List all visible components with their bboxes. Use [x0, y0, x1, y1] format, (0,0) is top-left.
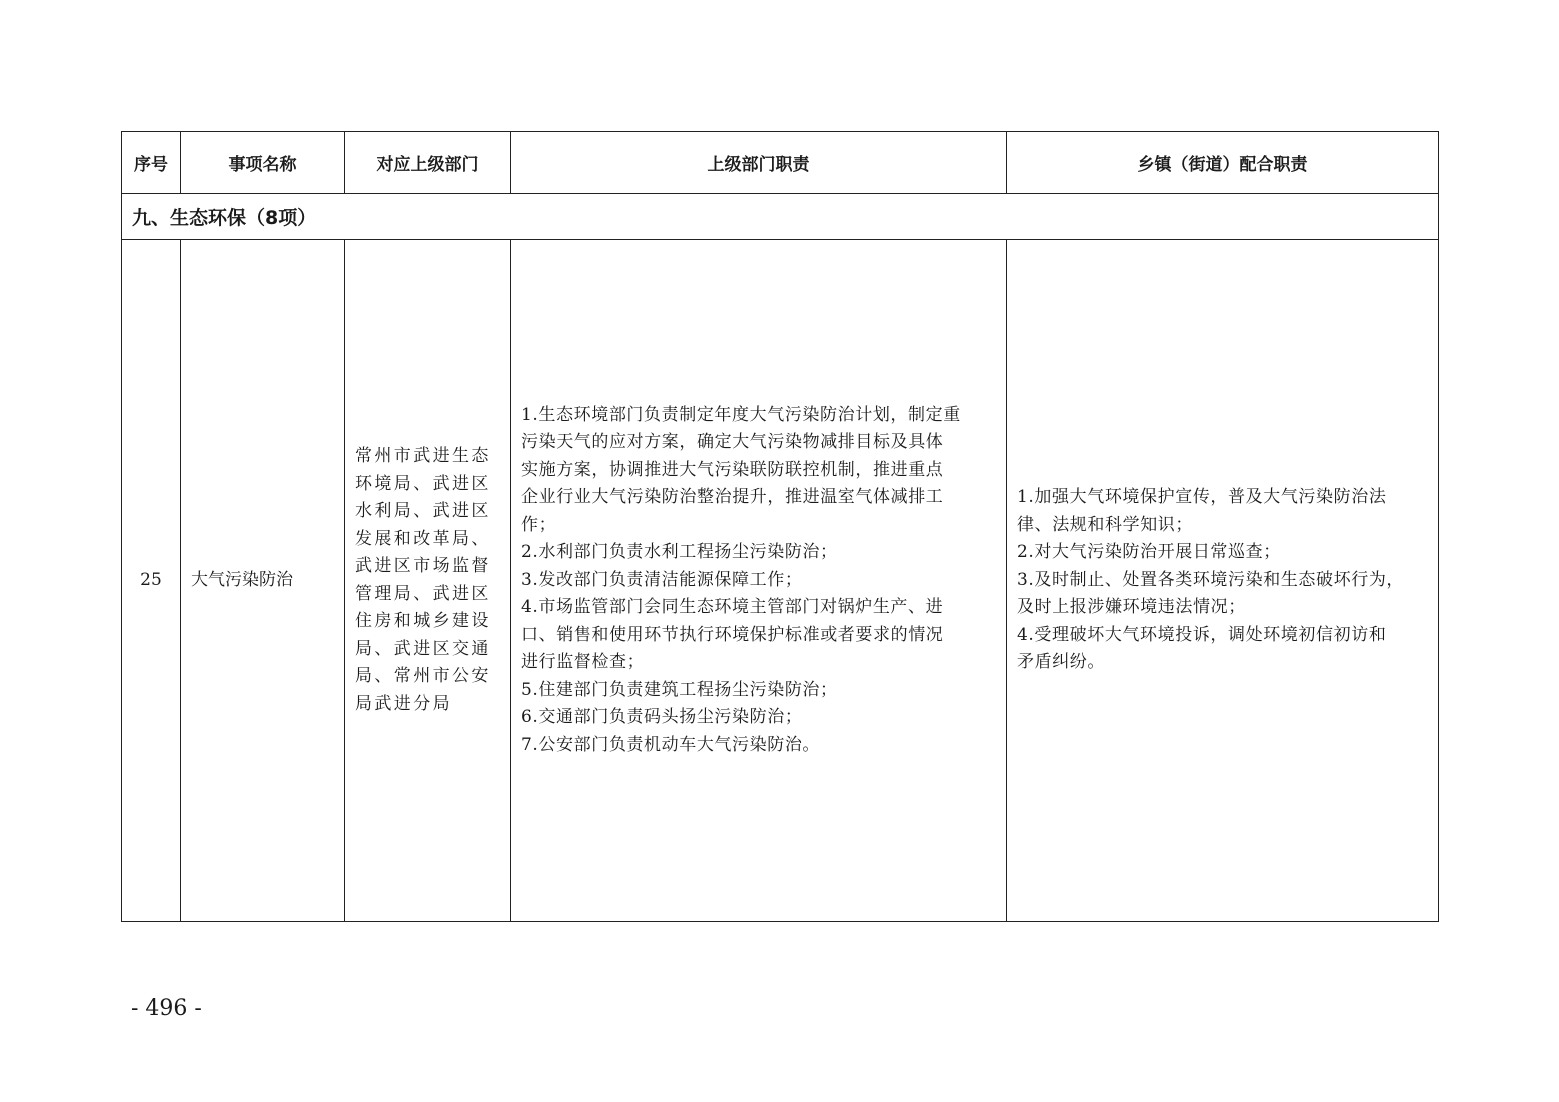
page-number: - 496 - — [131, 996, 202, 1021]
cooperation-line: 矛盾纠纷。 — [1017, 652, 1105, 673]
header-cooperation: 乡镇（街道）配合职责 — [1007, 132, 1439, 194]
responsibility-line: 1.生态环境部门负责制定年度大气污染防治计划，制定重 — [521, 404, 961, 425]
responsibility-line: 3.发改部门负责清洁能源保障工作； — [521, 569, 803, 590]
section-title: 九、生态环保（8项） — [122, 194, 1439, 240]
row-item-name: 大气污染防治 — [181, 240, 345, 922]
responsibility-line: 2.水利部门负责水利工程扬尘污染防治； — [521, 542, 838, 563]
responsibility-line: 5.住建部门负责建筑工程扬尘污染防治； — [521, 679, 838, 700]
cooperation-line: 3.及时制止、处置各类环境污染和生态破坏行为， — [1017, 569, 1405, 590]
responsibility-line: 进行监督检查； — [521, 652, 645, 673]
row-responsibility — [511, 240, 1007, 922]
cooperation-line: 及时上报涉嫌环境违法情况； — [1017, 597, 1246, 618]
header-row — [122, 132, 1439, 194]
header-department: 对应上级部门 — [345, 132, 511, 194]
cooperation-line: 4.受理破坏大气环境投诉，调处环境初信初访和 — [1017, 624, 1387, 645]
header-item-name: 事项名称 — [181, 132, 345, 194]
row-department: 常州市武进生态环境局、武进区水利局、武进区发展和改革局、武进区市场监督管理局、武进区住房和城乡建设局、武进区交通局、常州市公安局武进分局 — [345, 240, 511, 922]
responsibility-line: 7.公安部门负责机动车大气污染防治。 — [521, 734, 821, 755]
responsibility-line: 6.交通部门负责码头扬尘污染防治； — [521, 707, 803, 728]
cooperation-line: 律、法规和科学知识； — [1017, 514, 1193, 535]
table-row — [122, 240, 1439, 922]
cooperation-line: 1.加强大气环境保护宣传，普及大气污染防治法 — [1017, 487, 1387, 508]
responsibility-line: 实施方案，协调推进大气污染联防联控机制，推进重点 — [521, 459, 944, 480]
responsibility-line: 企业行业大气污染防治整治提升，推进温室气体减排工 — [521, 487, 944, 508]
responsibility-table — [121, 131, 1439, 922]
section-row — [122, 194, 1439, 240]
cooperation-line: 2.对大气污染防治开展日常巡查； — [1017, 542, 1281, 563]
row-cooperation — [1007, 240, 1439, 922]
row-index: 25 — [122, 240, 181, 922]
header-responsibility: 上级部门职责 — [511, 132, 1007, 194]
responsibility-line: 口、销售和使用环节执行环境保护标准或者要求的情况 — [521, 624, 944, 645]
responsibility-line: 污染天气的应对方案，确定大气污染物减排目标及具体 — [521, 432, 944, 453]
responsibility-line: 4.市场监管部门会同生态环境主管部门对锅炉生产、进 — [521, 597, 944, 618]
responsibility-line: 作； — [521, 514, 557, 535]
header-index: 序号 — [122, 132, 181, 194]
